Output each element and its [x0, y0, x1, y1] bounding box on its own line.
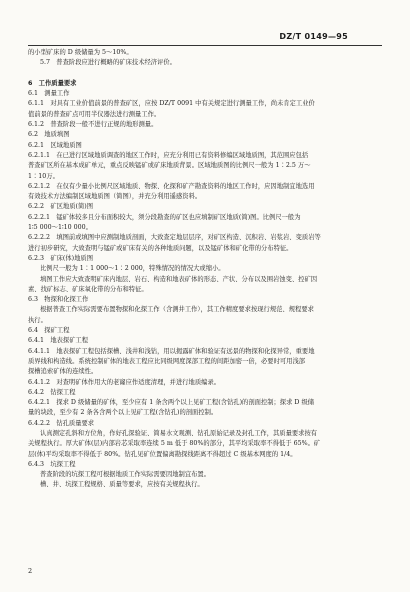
text-line: 6.4.3 坑探工程: [28, 460, 76, 468]
text-line: 5.7 普查阶段应进行概略的矿床技术经济评价。: [40, 59, 176, 67]
text-line: 层(体)平均采取率不得低于 80%。钻孔见矿位置偏离勘探线距离不得超过 C 级基本网度的 1/4。: [28, 450, 297, 458]
text-line: 1∶10万。: [28, 172, 59, 180]
text-line: 6.2.2.2 填图前或填图中应测制地质剖面，大致查定地层层序，对矿区构造、沉积岩、岩浆岩、变质岩等: [28, 234, 321, 242]
text-line: 6.2.1 区域地质图: [28, 141, 82, 149]
text-line: 6.4.2.2 钻孔质量要求: [28, 419, 95, 427]
text-line: 6.4.2 钻探工程: [28, 388, 76, 396]
text-line: 的小型矿床的 D 级储量为 5～10%。: [28, 49, 133, 56]
text-line: 6.3 物探和化探工作: [28, 296, 89, 304]
text-line: 值前景的普查矿点可用半仪器法进行测量工作。: [28, 110, 161, 118]
text-line: 6.1 测量工作: [28, 90, 70, 98]
text-line: 6.4.1.1 地表探矿工程包括探槽、浅井和浅钻，用以揭露矿体和验证有远景的物探和化探异常，重要地: [28, 347, 315, 355]
text-line: 认真测定孔斜和方位角，作好孔深验证、简易水文观测、钻孔原始记录及封孔工作，其质量要求按有: [40, 429, 318, 437]
text-line: 比例尺一般为 1∶1 000～1∶2 000，特殊情况的情况大或缩小。: [40, 265, 225, 273]
text-line: [28, 69, 380, 79]
document-body: [28, 48, 380, 491]
text-line: 1∶5 000～1∶10 000。: [28, 224, 92, 232]
text-line: 有效技术方法编制区域地质图（简图），并充分利用遥感资料。: [28, 193, 202, 201]
text-line: 6.2.2.1 锰矿体较多且分布面积较大，须分段勘查的矿区也应填制矿区地质(简)图。比例尺一般为: [28, 213, 301, 221]
text-line: 关规程执行。厚大矿体(层)内部岩芯采取率连续 5 m 低于 80%的部分，其平均采取率不得低于 65%。矿: [28, 440, 321, 448]
text-line: 6.2.2 矿区地质(简)图: [28, 203, 94, 211]
text-line: 量的块段，至少有 2 条各含两个以上见矿工程(含钻孔)的剖面控制。: [28, 409, 218, 417]
text-line: 填图工作应大致查明矿床内地层、岩石、构造和地表矿体的形态、产状、分布以及围岩蚀变、控矿因: [40, 275, 318, 283]
text-line: 6.1.1 对具有工业价值前景的普查矿区，应按 DZ/T 0091 中有关规定进行测量工作，尚未肯定工业价: [28, 100, 315, 108]
text-line: 6.4.1 地表探矿工程: [28, 337, 89, 345]
text-line: 根据普查工作实际需要布置物探和化探工作（含测井工作），其工作精度要求按现行规范、规程要求: [40, 306, 314, 314]
text-line: 6.2 地质填图: [28, 131, 70, 139]
text-line: 执行。: [28, 316, 47, 324]
text-line: 6.2.1.2 在仅有少量小比例尺区域地质、物探、化探和矿产勘查资料的地区工作时，应因地制宜地选用: [28, 182, 315, 190]
text-line: 普查阶段的坑探工程可根据地质工作实际需要因地制宜布置。: [40, 471, 211, 479]
header-rule: [28, 45, 382, 46]
text-line: 6.2.1.1 在已进行区域地质调查的地区工作时，应充分利用已有资料修编区域地质图，其范围应包括: [28, 151, 309, 159]
text-line: 素、找矿标志、矿床氧化带的分布和特征。: [28, 285, 148, 293]
text-line: 6.4.1.2 对查明矿体作用大的老窿应作适度清理，并进行地质编录。: [28, 378, 221, 386]
text-line: 6.2.3 矿床(体)地质图: [28, 254, 94, 262]
text-line: 探槽追索矿体的连续性。: [28, 368, 98, 376]
page-number: 2: [28, 567, 33, 575]
text-line: 普查矿区所在基本成矿单元，重点反映锰矿或矿床地质背景。区域地质图的比例尺一般为 1∶2.5 万～: [28, 162, 311, 170]
text-line: 6.1.2 普查阶段一般不进行正规的地形测量。: [28, 121, 158, 129]
text-line: 槽、井、坑探工程规格、质量等要求，应按有关规程执行。: [40, 481, 204, 489]
text-line: 6.4.2.1 探求 D 级储量的矿体，至少应有 1 条含两个以上见矿工程(含钻孔)的剖面控制；探求 D 级储: [28, 399, 315, 407]
section-heading: 6 工作质量要求: [28, 79, 77, 87]
text-line: 6.4 探矿工程: [28, 327, 70, 335]
standard-code: DZ/T 0149—95: [279, 32, 348, 41]
text-line: 质界线和构造线。系统控制矿体的地表工程应比同级网度深部工程的间距加密一倍，必要时可用浅部: [28, 357, 306, 365]
text-line: 进行初步研究，大致查明与锰矿或矿床有关的各种地质问题，以及锰矿体和矿化带的分布特征。: [28, 244, 293, 252]
